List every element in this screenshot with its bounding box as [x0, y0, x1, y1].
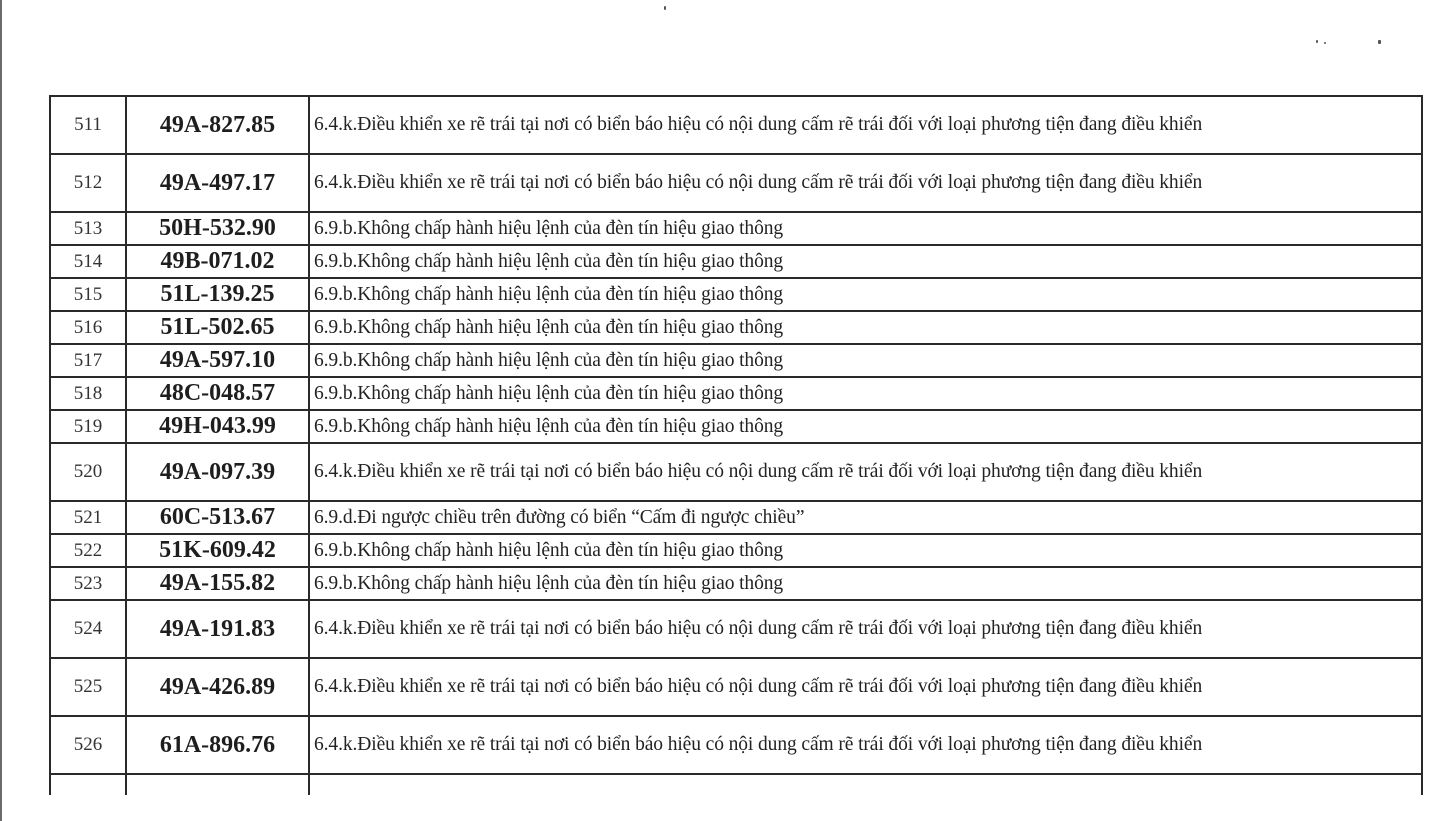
violations-table-container: [49, 95, 1421, 795]
violation-description: 6.9.b.Không chấp hành hiệu lệnh của đèn tín hiệu giao thông: [309, 212, 1422, 245]
scan-page-edge: [0, 0, 2, 821]
empty-cell: [126, 774, 309, 795]
license-plate: 49A-097.39: [126, 443, 309, 501]
license-plate: 49A-827.85: [126, 96, 309, 154]
row-number: 519: [50, 410, 126, 443]
row-number: 512: [50, 154, 126, 212]
license-plate: 49B-071.02: [126, 245, 309, 278]
table-row: [50, 154, 1422, 212]
table-row: [50, 311, 1422, 344]
row-number: 525: [50, 658, 126, 716]
license-plate: 60C-513.67: [126, 501, 309, 534]
row-number: 523: [50, 567, 126, 600]
table-row: [50, 600, 1422, 658]
table-row: [50, 410, 1422, 443]
violation-description: 6.9.b.Không chấp hành hiệu lệnh của đèn tín hiệu giao thông: [309, 534, 1422, 567]
violation-description: 6.4.k.Điều khiển xe rẽ trái tại nơi có biển báo hiệu có nội dung cấm rẽ trái đối với loại phương tiện đang điều khiển: [309, 443, 1422, 501]
license-plate: 49A-191.83: [126, 600, 309, 658]
violation-description: 6.9.b.Không chấp hành hiệu lệnh của đèn tín hiệu giao thông: [309, 344, 1422, 377]
violation-description: 6.9.b.Không chấp hành hiệu lệnh của đèn tín hiệu giao thông: [309, 567, 1422, 600]
violations-table-body: [50, 96, 1422, 795]
table-row: [50, 344, 1422, 377]
row-number: 526: [50, 716, 126, 774]
table-row: [50, 212, 1422, 245]
license-plate: 49A-155.82: [126, 567, 309, 600]
violation-description: 6.4.k.Điều khiển xe rẽ trái tại nơi có biển báo hiệu có nội dung cấm rẽ trái đối với loại phương tiện đang điều khiển: [309, 600, 1422, 658]
row-number: 511: [50, 96, 126, 154]
table-row: [50, 658, 1422, 716]
table-row: [50, 567, 1422, 600]
row-number: 514: [50, 245, 126, 278]
scan-speck: [1324, 42, 1326, 44]
violation-description: 6.9.b.Không chấp hành hiệu lệnh của đèn tín hiệu giao thông: [309, 245, 1422, 278]
violation-description: 6.9.b.Không chấp hành hiệu lệnh của đèn tín hiệu giao thông: [309, 377, 1422, 410]
license-plate: 50H-532.90: [126, 212, 309, 245]
table-row: [50, 278, 1422, 311]
table-row-cut-off: [50, 774, 1422, 795]
row-number: 515: [50, 278, 126, 311]
table-row: [50, 534, 1422, 567]
scan-speck: [1378, 40, 1381, 44]
license-plate: 49A-497.17: [126, 154, 309, 212]
violation-description: 6.9.b.Không chấp hành hiệu lệnh của đèn tín hiệu giao thông: [309, 311, 1422, 344]
license-plate: 49A-597.10: [126, 344, 309, 377]
violation-description: 6.4.k.Điều khiển xe rẽ trái tại nơi có biển báo hiệu có nội dung cấm rẽ trái đối với loại phương tiện đang điều khiển: [309, 658, 1422, 716]
row-number: 522: [50, 534, 126, 567]
violations-table: [49, 95, 1423, 795]
row-number: 513: [50, 212, 126, 245]
row-number: 524: [50, 600, 126, 658]
table-row: [50, 245, 1422, 278]
table-row: [50, 716, 1422, 774]
row-number: 518: [50, 377, 126, 410]
table-row: [50, 96, 1422, 154]
license-plate: 49A-426.89: [126, 658, 309, 716]
scan-speck: [664, 6, 666, 10]
table-row: [50, 501, 1422, 534]
scan-speck: [1316, 40, 1318, 43]
violation-description: 6.9.b.Không chấp hành hiệu lệnh của đèn tín hiệu giao thông: [309, 410, 1422, 443]
row-number: 520: [50, 443, 126, 501]
license-plate: 51L-139.25: [126, 278, 309, 311]
license-plate: 51K-609.42: [126, 534, 309, 567]
violation-description: 6.4.k.Điều khiển xe rẽ trái tại nơi có biển báo hiệu có nội dung cấm rẽ trái đối với loại phương tiện đang điều khiển: [309, 96, 1422, 154]
table-row: [50, 443, 1422, 501]
violation-description: 6.9.b.Không chấp hành hiệu lệnh của đèn tín hiệu giao thông: [309, 278, 1422, 311]
violation-description: 6.9.d.Đi ngược chiều trên đường có biển “Cấm đi ngược chiều”: [309, 501, 1422, 534]
license-plate: 61A-896.76: [126, 716, 309, 774]
row-number: 517: [50, 344, 126, 377]
license-plate: 49H-043.99: [126, 410, 309, 443]
violation-description: 6.4.k.Điều khiển xe rẽ trái tại nơi có biển báo hiệu có nội dung cấm rẽ trái đối với loại phương tiện đang điều khiển: [309, 716, 1422, 774]
license-plate: 48C-048.57: [126, 377, 309, 410]
license-plate: 51L-502.65: [126, 311, 309, 344]
row-number: 516: [50, 311, 126, 344]
violation-description: 6.4.k.Điều khiển xe rẽ trái tại nơi có biển báo hiệu có nội dung cấm rẽ trái đối với loại phương tiện đang điều khiển: [309, 154, 1422, 212]
row-number: 521: [50, 501, 126, 534]
table-row: [50, 377, 1422, 410]
empty-cell: [309, 774, 1422, 795]
empty-cell: [50, 774, 126, 795]
